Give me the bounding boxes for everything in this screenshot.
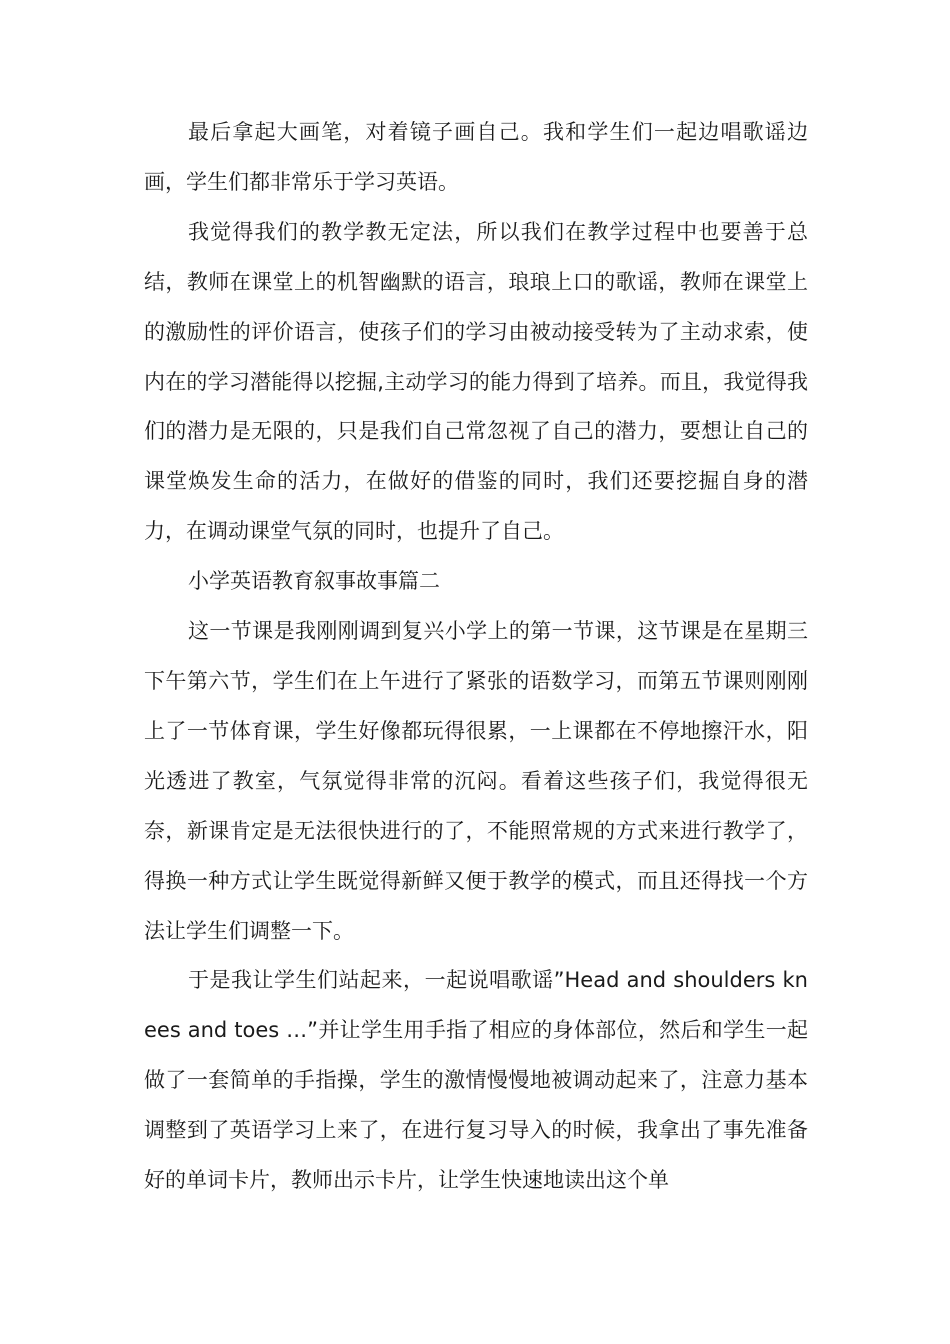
paragraph-3: 这一节课是我刚刚调到复兴小学上的第一节课，这节课是在星期三下午第六节，学生们在上午进行了紧张的语数学习，而第五节课则刚刚上了一节体育课，学生好像都玩得很累，一上课都在不停地擦汗水，阳光透进了教室，气氛觉得非常的沉闷。看着这些孩子们，我觉得很无奈，新课肯定是无法很快进行的了，不能照常规的方式来进行教学了，得换一种方式让学生既觉得新鲜又便于教学的模式，而且还得找一个方法让学生们调整一下。 — [144, 619, 808, 943]
paragraph-1: 最后拿起大画笔，对着镜子画自己。我和学生们一起边唱歌谣边画，学生们都非常乐于学习英语。 — [144, 120, 808, 194]
paragraph-2: 我觉得我们的教学教无定法，所以我们在教学过程中也要善于总结，教师在课堂上的机智幽默的语言，琅琅上口的歌谣，教师在课堂上的激励性的评价语言，使孩子们的学习由被动接受转为了主动求索，使内在的学习潜能得以挖掘,主动学习的能力得到了培养。而且，我觉得我们的潜力是无限的，只是我们自己常忽视了自己的潜力，要想让自己的课堂焕发生命的活力，在做好的借鉴的同时，我们还要挖掘自身的潜力，在调动课堂气氛的同时，也提升了自己。 — [144, 219, 808, 544]
body-text — [144, 108, 808, 1206]
paragraph-4: 于是我让学生们站起来，一起说唱歌谣”Head and shoulders knees and toes …”并让学生用手指了相应的身体部位，然后和学生一起做了一套简单的手指操，学生的激情慢慢地被调动起来了，注意力基本调整到了英语学习上来了，在进行复习导入的时候，我拿出了事先准备好的单词卡片，教师出示卡片，让学生快速地读出这个单 — [144, 968, 808, 1193]
section-heading: 小学英语教育叙事故事篇二 — [188, 569, 440, 594]
